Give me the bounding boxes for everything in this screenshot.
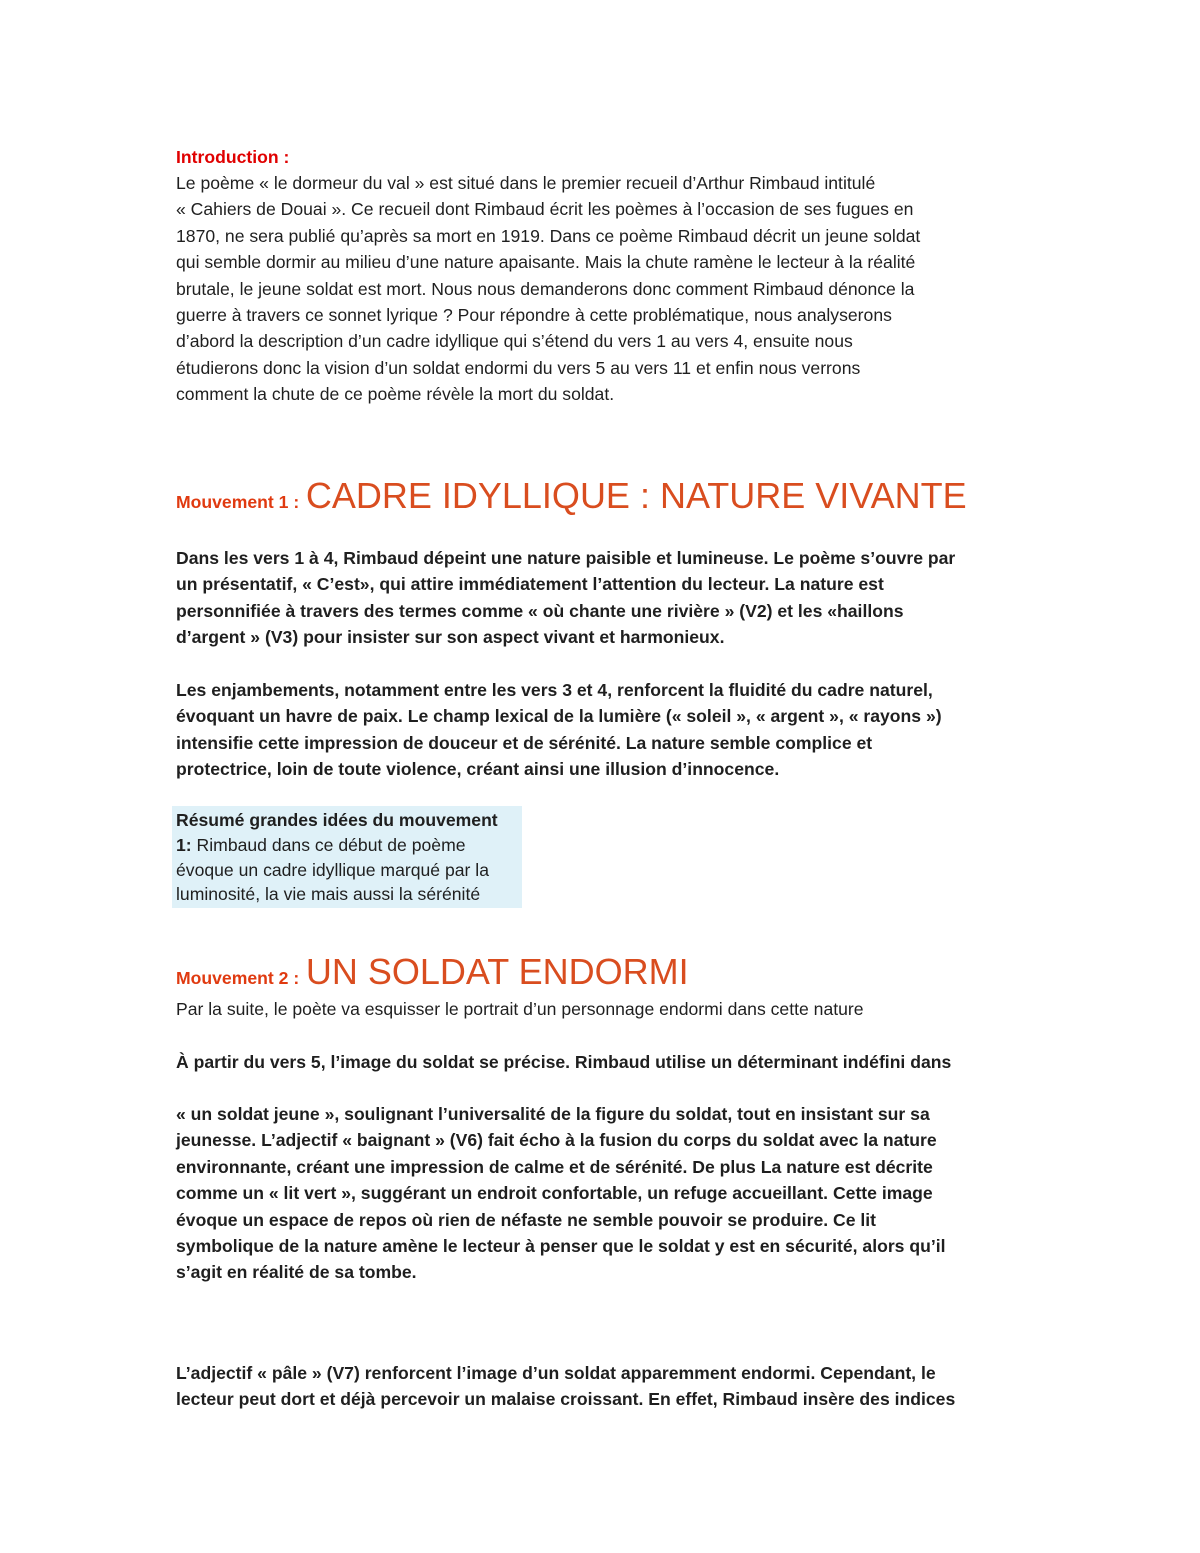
intro-line: « Cahiers de Douai ». Ce recueil dont Rimbaud écrit les poèmes à l’occasion de ses fugues en [176,199,914,220]
intro-line: 1870, ne sera publié qu’après sa mort en 1919. Dans ce poème Rimbaud décrit un jeune soldat [176,225,921,246]
summary-text: Rimbaud dans ce début de poème [191,834,466,855]
mouvement-2-title: UN SOLDAT ENDORMI [305,951,689,992]
intro-line: Le poème « le dormeur du val » est situé dans le premier recueil d’Arthur Rimbaud intitulé [176,173,876,193]
summary-line: luminosité, la vie mais aussi la sérénité [176,884,481,905]
text-line: un présentatif, « C’est», qui attire immédiatement l’attention du lecteur. La nature est [176,574,884,595]
text-line: protectrice, loin de toute violence, créant ainsi une illusion d’innocence. [176,759,780,780]
text-line: L’adjectif « pâle » (V7) renforcent l’image d’un soldat apparemment endormi. Cependant, le [176,1363,936,1383]
summary-number: 1: [176,834,192,855]
text-line: Par la suite, le poète va esquisser le portrait d’un personnage endormi dans cette nature [176,999,864,1019]
mouvement-1-heading [176,476,967,516]
intro-line: guerre à travers ce sonnet lyrique ? Pour répondre à cette problématique, nous analyserons [176,305,892,326]
text-line: « un soldat jeune », soulignant l’universalité de la figure du soldat, tout en insistant sur sa [176,1104,930,1124]
text-line: évoquant un havre de paix. Le champ lexical de la lumière (« soleil », « argent », « rayons ») [176,706,942,727]
text-line: Dans les vers 1 à 4, Rimbaud dépeint une nature paisible et lumineuse. Le poème s’ouvre par [176,548,956,568]
summary-box [172,806,522,908]
mouvement-2-paragraph-3 [176,1360,1026,1413]
summary-line: évoque un cadre idyllique marqué par la [176,859,489,880]
introduction-paragraph [176,170,1036,408]
summary-title: Résumé grandes idées du mouvement [176,810,498,830]
summary-line [176,833,518,858]
text-line: s’agit en réalité de sa tombe. [176,1262,417,1283]
text-line: personnifiée à travers des termes comme « où chante une rivière » (V2) et les «haillons [176,600,904,621]
intro-line: d’abord la description d’un cadre idyllique qui s’étend du vers 1 au vers 4, ensuite nous [176,331,853,352]
mouvement-1-paragraph-1 [176,545,1026,651]
text-line: lecteur peut dort et déjà percevoir un malaise croissant. En effet, Rimbaud insère des indices [176,1389,956,1410]
text-line: jeunesse. L’adjectif « baignant » (V6) fait écho à la fusion du corps du soldat avec la nature [176,1130,937,1151]
text-line: comme un « lit vert », suggérant un endroit confortable, un refuge accueillant. Cette image [176,1183,933,1204]
intro-line: comment la chute de ce poème révèle la mort du soldat. [176,384,615,405]
mouvement-2-paragraph-1 [176,1049,1026,1075]
mouvement-2-paragraph-2 [176,1101,1026,1286]
text-line: évoque un espace de repos où rien de néfaste ne semble pouvoir se produire. Ce lit [176,1209,877,1230]
mouvement-2-intro [176,996,1026,1022]
intro-line: brutale, le jeune soldat est mort. Nous nous demanderons donc comment Rimbaud dénonce la [176,278,915,299]
text-line: À partir du vers 5, l’image du soldat se précise. Rimbaud utilise un déterminant indéfini dans [176,1052,952,1072]
text-line: intensifie cette impression de douceur et de sérénité. La nature semble complice et [176,732,873,753]
text-line: d’argent » (V3) pour insister sur son aspect vivant et harmonieux. [176,627,725,648]
text-line: Les enjambements, notamment entre les vers 3 et 4, renforcent la fluidité du cadre naturel, [176,680,933,700]
intro-line: étudierons donc la vision d’un soldat endormi du vers 5 au vers 11 et enfin nous verrons [176,357,861,378]
mouvement-1-title: CADRE IDYLLIQUE : NATURE VIVANTE [305,475,967,516]
text-line: environnante, créant une impression de calme et de sérénité. De plus La nature est décrite [176,1156,933,1177]
mouvement-2-heading [176,952,689,992]
text-line: symbolique de la nature amène le lecteur à penser que le soldat y est en sécurité, alors qu’il [176,1236,946,1257]
mouvement-2-label: Mouvement 2 : [176,968,300,988]
mouvement-1-label: Mouvement 1 : [176,492,300,512]
intro-line: qui semble dormir au milieu d’une nature apaisante. Mais la chute ramène le lecteur à la réalité [176,252,916,273]
introduction-heading: Introduction : [176,147,290,167]
mouvement-1-paragraph-2 [176,677,1026,783]
